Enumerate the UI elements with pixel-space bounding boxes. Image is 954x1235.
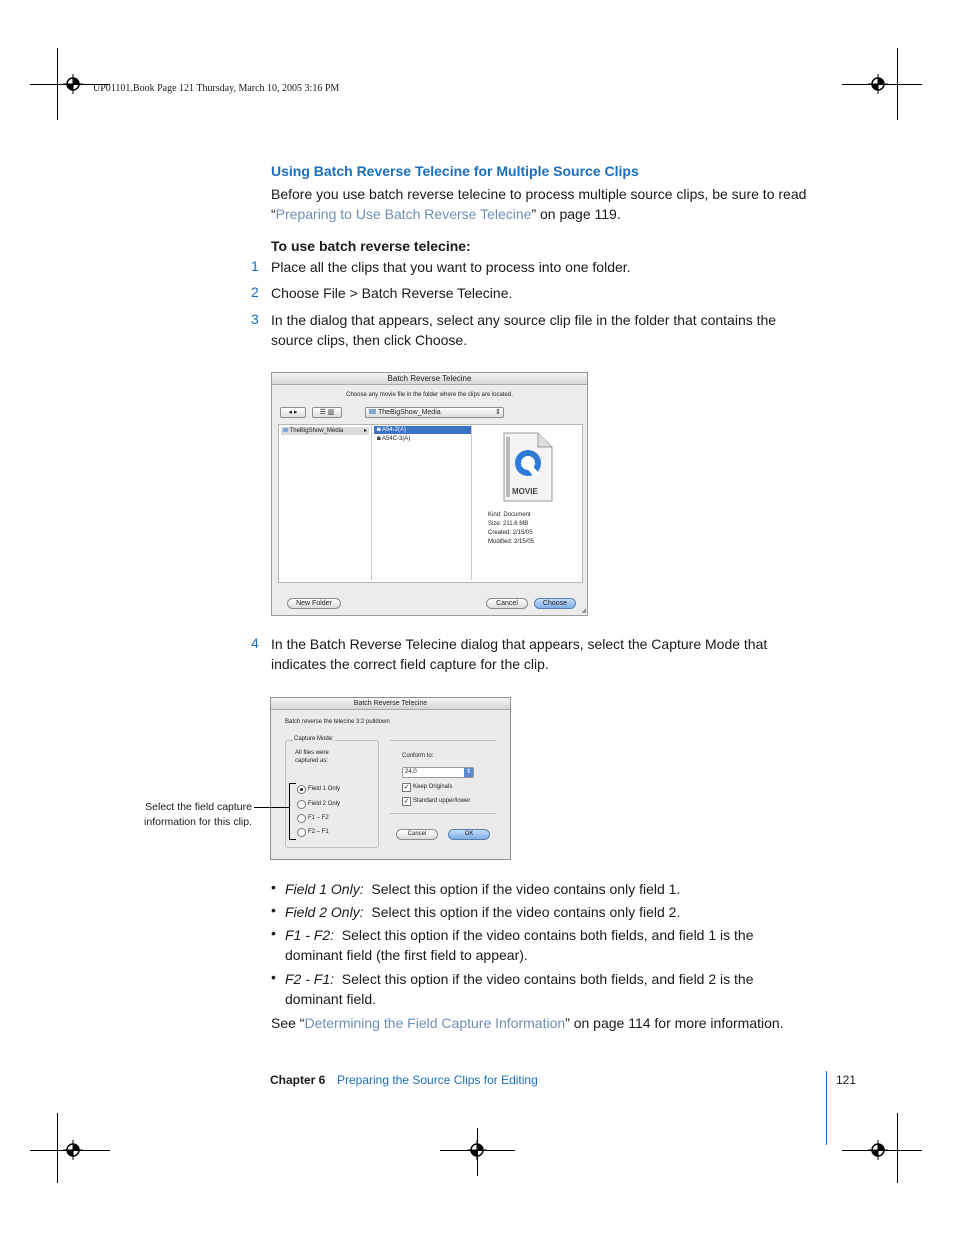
movie-file-icon: ◙: [377, 436, 381, 442]
preview-badge: MOVIE: [512, 487, 538, 496]
keep-originals-checkbox[interactable]: ✓: [403, 784, 410, 791]
list-item[interactable]: [374, 435, 471, 443]
callout-text: [120, 800, 252, 830]
browser-column-2[interactable]: [374, 425, 472, 580]
view-mode-buttons[interactable]: ☰ ▥: [312, 407, 342, 418]
see-also: [271, 1013, 784, 1033]
dialog-subtitle: Batch reverse the telecine 3:2 pulldown: [285, 719, 390, 725]
location-label: TheBigShow_Media: [378, 409, 441, 416]
info-line: Modified: 2/15/05: [488, 539, 535, 545]
file-chooser-dialog: [271, 372, 588, 616]
back-forward-buttons[interactable]: ◂ ▸: [280, 407, 306, 418]
popup-arrows-icon: ⇕: [465, 769, 472, 775]
cancel-button[interactable]: Cancel: [396, 829, 438, 840]
bullet-item: [285, 969, 765, 1009]
registration-mark-icon: [63, 1140, 83, 1160]
file-name: A54C-3(A): [381, 436, 411, 442]
see-link[interactable]: Determining the Field Capture Information: [304, 1015, 566, 1031]
bullet-text: Select this option if the video contains both fields, and field 2 is the dominant field.: [285, 971, 754, 1007]
bullet-dot: •: [271, 902, 276, 918]
bullet-item: [285, 879, 795, 899]
intro-quote-open: “: [271, 206, 276, 222]
ok-button[interactable]: OK: [448, 829, 490, 840]
file-info: [488, 511, 534, 547]
info-line: Kind: Document: [488, 512, 531, 518]
column-item-selected[interactable]: [281, 427, 369, 435]
radio-f2-f1[interactable]: [297, 828, 306, 837]
capture-mode-dialog: [270, 697, 511, 860]
intro-link[interactable]: Preparing to Use Batch Reverse Telecine: [275, 206, 532, 222]
section-heading: Using Batch Reverse Telecine for Multiple Source Clips: [271, 163, 639, 179]
new-folder-button[interactable]: New Folder: [287, 598, 341, 609]
column-item-label: TheBigShow_Media: [289, 428, 344, 434]
location-popup[interactable]: [365, 407, 504, 418]
choose-button[interactable]: Choose: [534, 598, 576, 609]
see-after: ” on page 114 for more information.: [565, 1015, 784, 1031]
bullet-term: Field 2 Only:: [285, 904, 364, 920]
step-text: Choose File > Batch Reverse Telecine.: [271, 285, 513, 301]
cancel-button[interactable]: Cancel: [486, 598, 528, 609]
option-label: F2 – F1: [308, 829, 329, 835]
page-number: 121: [836, 1073, 857, 1087]
dialog-prompt: Choose any movie file in the folder where the clips are located.: [346, 392, 513, 398]
intro-after: ” on page 119.: [531, 206, 621, 222]
registration-mark-icon: [868, 74, 888, 94]
dialog-title: Batch Reverse Telecine: [271, 698, 510, 710]
callout-bracket: [289, 783, 296, 840]
callout-line: Select the field capture: [145, 801, 252, 813]
chevron-right-icon: ▸: [363, 428, 367, 434]
standard-label: Standard upper/lower: [413, 798, 471, 804]
see-before: See “: [271, 1015, 305, 1031]
resize-grip-icon[interactable]: ◢: [581, 608, 586, 614]
bullet-item: [285, 902, 795, 922]
step-text: In the Batch Reverse Telecine dialog that appears, select the Capture Mode that indicates the correct field capture for the clip.: [271, 636, 768, 672]
bullet-term: F2 - F1:: [285, 971, 335, 987]
folder-icon: [283, 428, 288, 432]
bullet-term: Field 1 Only:: [285, 881, 364, 897]
info-line: Size: 211.6 MB: [488, 521, 529, 527]
preview-pane: [476, 425, 576, 580]
task-heading: To use batch reverse telecine:: [271, 238, 471, 254]
footer-chapter: Chapter 6: [270, 1073, 326, 1087]
radio-field-2-only[interactable]: [297, 800, 306, 809]
conform-select[interactable]: [402, 767, 474, 778]
option-label: Field 2 Only: [308, 801, 341, 807]
conform-to-label: Conform to:: [402, 753, 434, 759]
capture-mode-label: Capture Mode:: [294, 736, 334, 742]
bullet-text: Select this option if the video contains only field 1.: [371, 881, 681, 897]
callout-line: information for this clip.: [144, 816, 252, 828]
browser-column-1[interactable]: [279, 425, 372, 580]
footer-rule: [826, 1071, 827, 1145]
radio-field-1-only[interactable]: [297, 785, 306, 794]
bullet-term: F1 - F2:: [285, 927, 335, 943]
keep-originals-label: Keep Originals: [413, 784, 453, 790]
all-files-label: All files were captured as:: [295, 750, 329, 764]
folder-icon: [369, 409, 376, 414]
bullet-text: Select this option if the video contains both fields, and field 1 is the dominant field (the first field to appear).: [285, 927, 754, 963]
step-number: 4: [251, 635, 259, 651]
list-item[interactable]: [374, 426, 471, 434]
footer-chapter-title: Preparing the Source Clips for Editing: [337, 1073, 538, 1087]
step-number: 3: [251, 311, 259, 327]
popup-arrows-icon: ⇕: [495, 409, 501, 416]
bullet-item: [285, 925, 765, 965]
file-name: A54-2(A): [381, 427, 406, 433]
info-line: Created: 2/15/05: [488, 530, 533, 536]
header-slug: UP01101.Book Page 121 Thursday, March 10, 2005 3:16 PM: [93, 83, 340, 94]
dialog-title: Batch Reverse Telecine: [272, 373, 587, 385]
bullet-text: Select this option if the video contains only field 2.: [371, 904, 681, 920]
bullet-dot: •: [271, 969, 276, 985]
conform-value: 24.0: [405, 769, 417, 775]
option-label: F1 – F2: [308, 815, 329, 821]
registration-mark-icon: [63, 74, 83, 94]
step-number: 2: [251, 284, 259, 300]
registration-mark-icon: [868, 1140, 888, 1160]
bullet-dot: •: [271, 879, 276, 895]
callout-leader: [254, 807, 290, 808]
option-label: Field 1 Only: [308, 786, 341, 792]
standard-checkbox[interactable]: ✓: [403, 798, 410, 805]
bullet-dot: •: [271, 925, 276, 941]
step-number: 1: [251, 258, 259, 274]
registration-mark-icon: [467, 1140, 487, 1160]
intro-text: Before you use batch reverse telecine to process multiple source clips, be sure to read: [271, 186, 807, 202]
intro-paragraph: [271, 184, 831, 224]
movie-file-icon: ◙: [377, 427, 381, 433]
radio-f1-f2[interactable]: [297, 814, 306, 823]
step-text: In the dialog that appears, select any source clip file in the folder that contains the source clips, then click Choose.: [271, 312, 777, 348]
step-text: Place all the clips that you want to process into one folder.: [271, 259, 631, 275]
